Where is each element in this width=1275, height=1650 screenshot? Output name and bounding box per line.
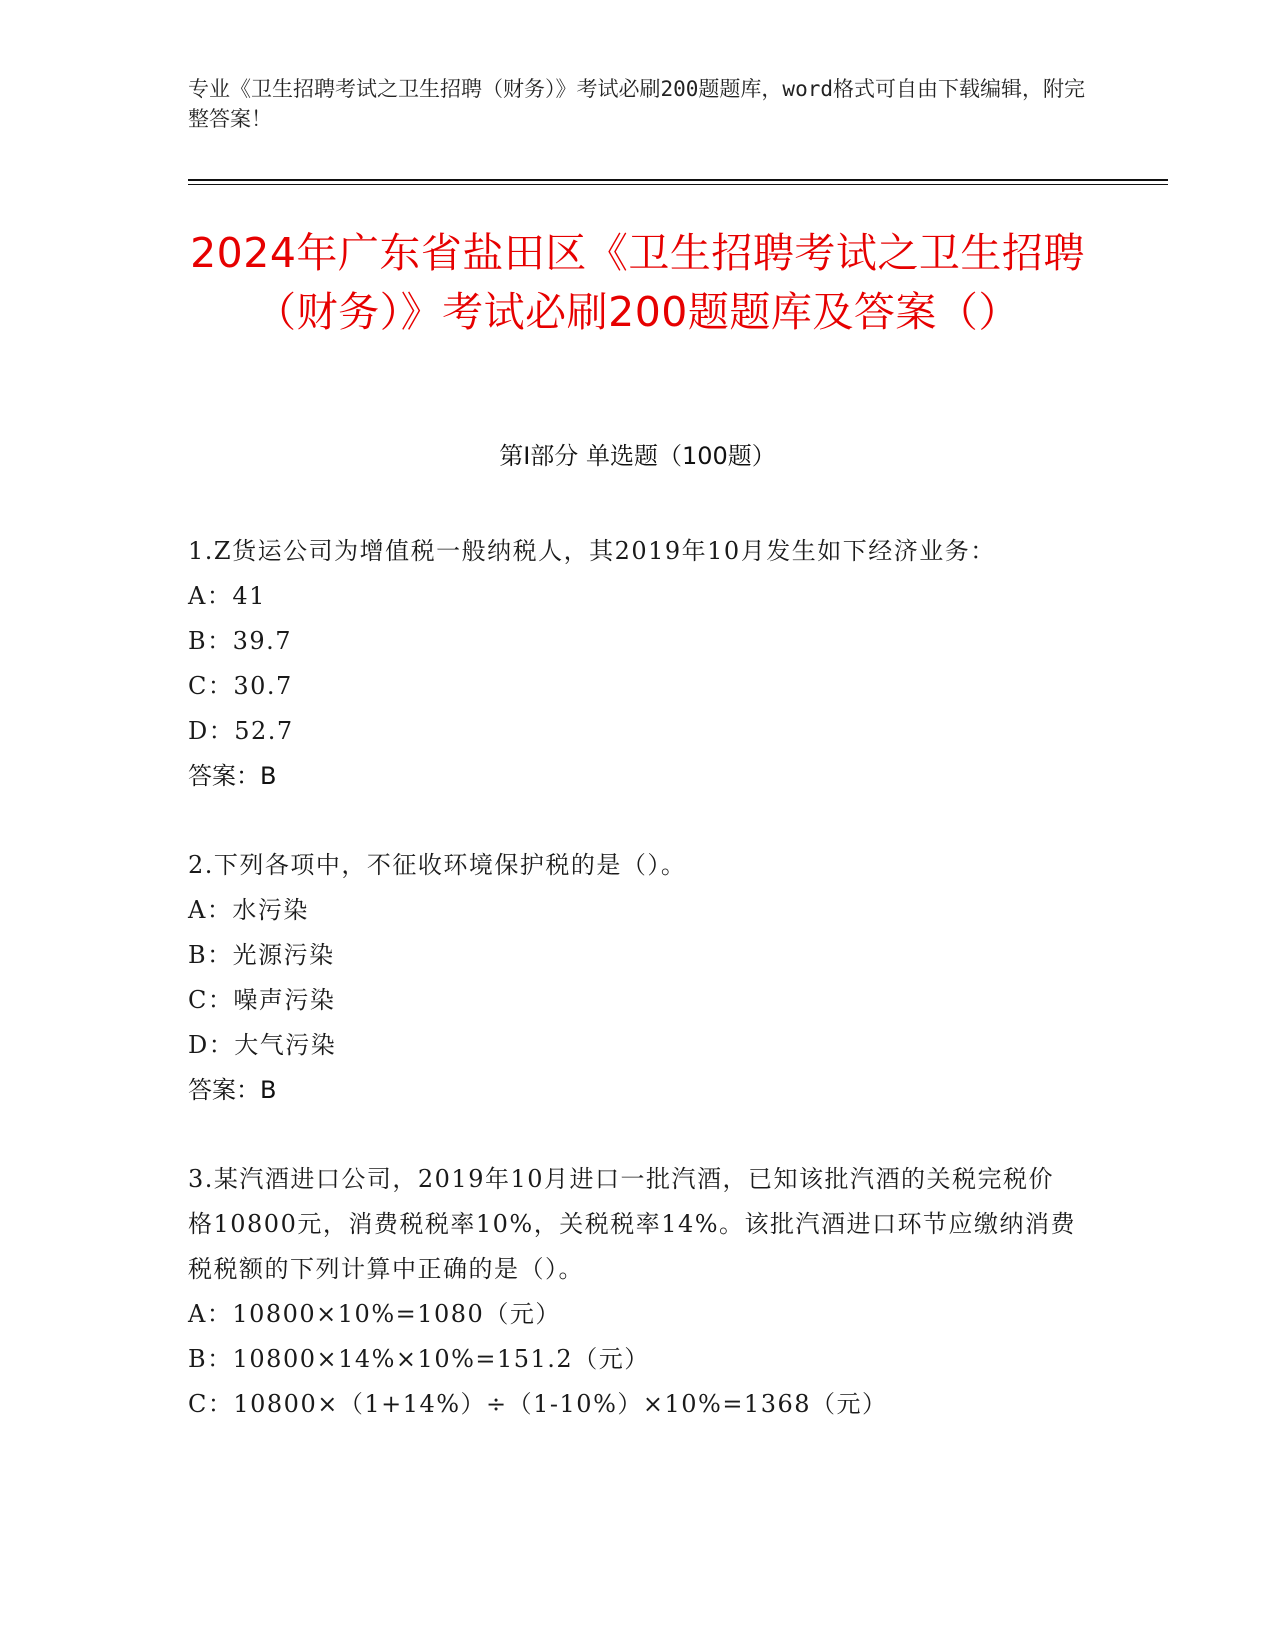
answer: 答案：B: [188, 1076, 277, 1104]
option-b: B：39.7: [188, 627, 293, 655]
header-divider-thin: [188, 184, 1168, 185]
question-3: [188, 1157, 1078, 1427]
option-c: C：10800×（1+14%）÷（1-10%）×10%=1368（元）: [188, 1390, 888, 1418]
question-stem: 2.下列各项中，不征收环境保护税的是（）。: [188, 851, 687, 879]
option-d: D：大气污染: [188, 1031, 337, 1059]
answer: 答案：B: [188, 762, 277, 790]
option-a: A：水污染: [188, 896, 309, 924]
option-b: B：光源污染: [188, 941, 335, 969]
option-a: A：41: [188, 582, 266, 610]
question-stem: 1.Z货运公司为增值税一般纳税人，其2019年10月发生如下经济业务：: [188, 537, 996, 565]
document-title: 2024年广东省盐田区《卫生招聘考试之卫生招聘（财务）》考试必刷200题题库及答案（）: [190, 229, 1085, 336]
option-c: C：噪声污染: [188, 986, 336, 1014]
section-heading: 第I部分 单选题（100题）: [499, 442, 776, 470]
option-d: D：52.7: [188, 717, 294, 745]
question-list: [188, 529, 1078, 1471]
header-divider: [188, 179, 1168, 181]
option-c: C：30.7: [188, 672, 293, 700]
question-stem: 3.某汽酒进口公司，2019年10月进口一批汽酒，已知该批汽酒的关税完税价格10800元，消费税税率10%，关税税率14%。该批汽酒进口环节应缴纳消费税税额的下列计算中正确的是（）。: [188, 1165, 1077, 1283]
question-1: [188, 529, 1078, 799]
header-note: 专业《卫生招聘考试之卫生招聘（财务）》考试必刷200题题库，word格式可自由下载编辑，附完整答案！: [188, 77, 1085, 131]
question-2: [188, 843, 1078, 1113]
option-a: A：10800×10%=1080（元）: [188, 1300, 561, 1328]
option-b: B：10800×14%×10%=151.2（元）: [188, 1345, 650, 1373]
